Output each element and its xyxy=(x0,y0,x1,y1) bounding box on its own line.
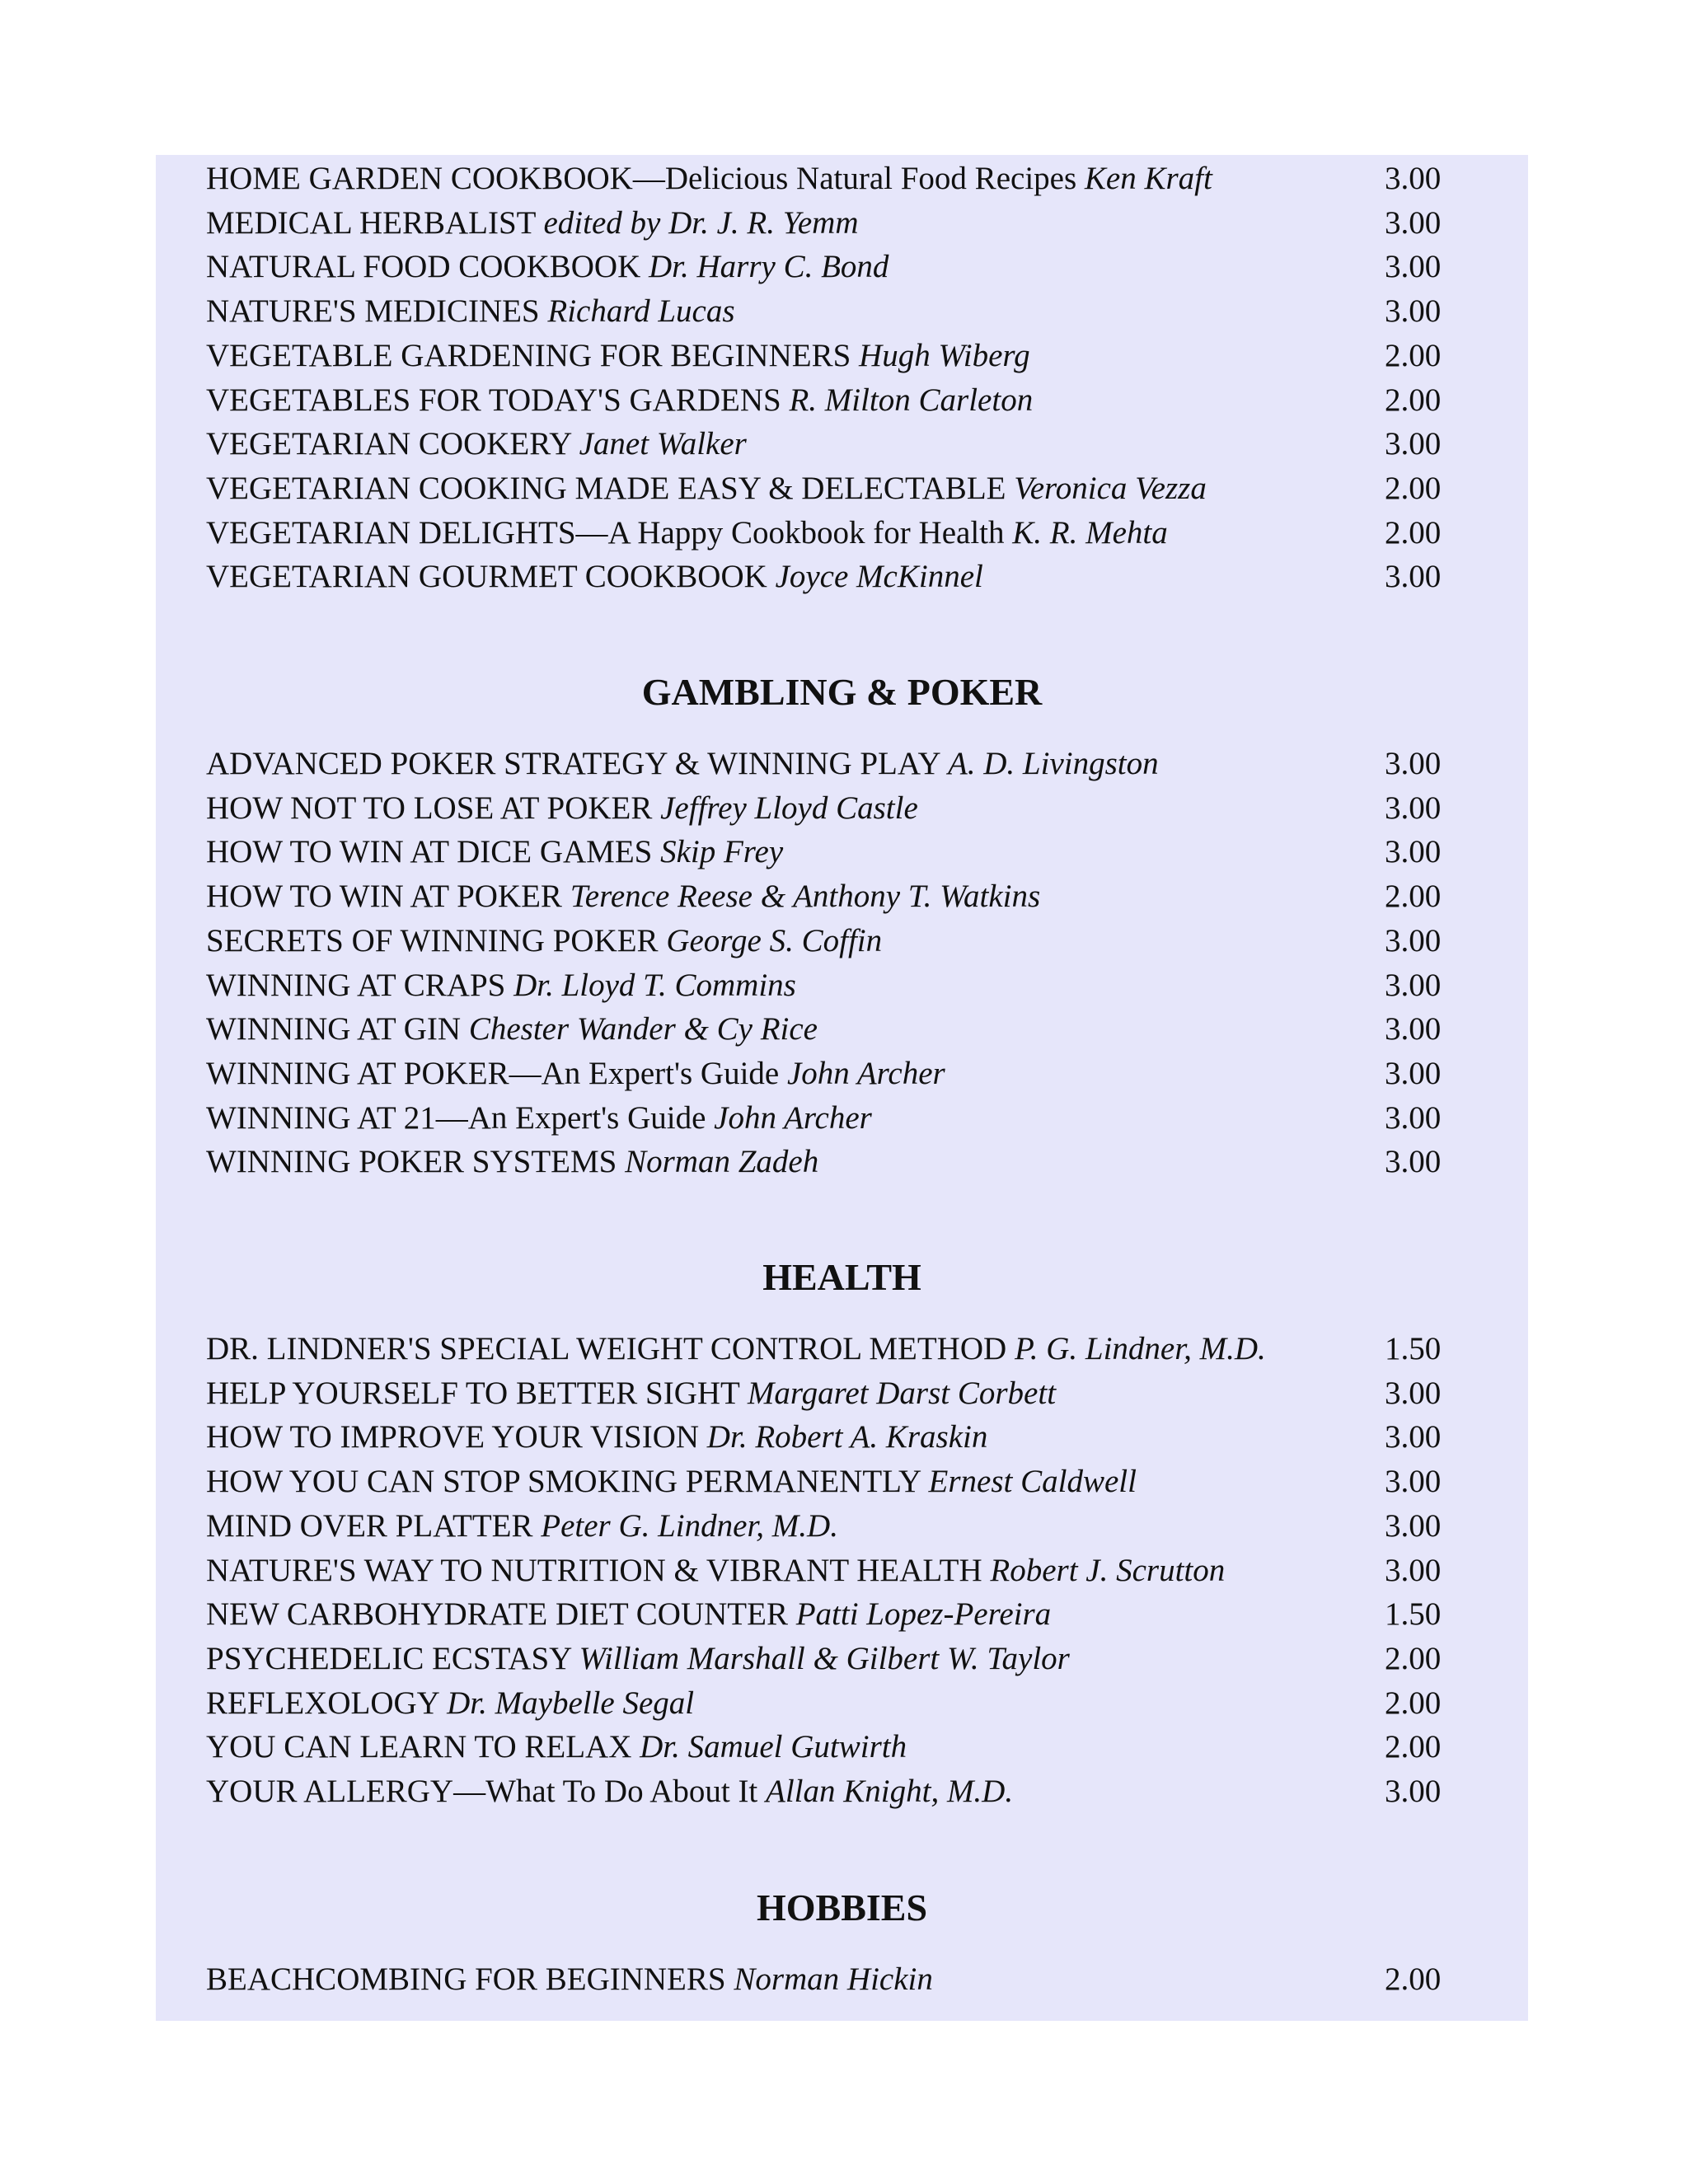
book-title: WINNING AT GIN xyxy=(206,1011,462,1047)
book-author: Dr. Harry C. Bond xyxy=(649,249,889,284)
book-entry xyxy=(206,555,1459,599)
book-price: 1.50 xyxy=(1385,1596,1442,1632)
book-author: Norman Hickin xyxy=(734,1961,933,1997)
book-entry xyxy=(206,963,1459,1008)
book-author: A. D. Livingston xyxy=(947,746,1159,781)
book-price: 2.00 xyxy=(1385,1961,1442,1997)
book-title: DR. LINDNER'S SPECIAL WEIGHT CONTROL METHOD xyxy=(206,1331,1007,1366)
book-price: 3.00 xyxy=(1385,249,1442,284)
book-author: Norman Zadeh xyxy=(625,1144,819,1179)
book-title: MIND OVER PLATTER xyxy=(206,1508,533,1544)
book-author: George S. Coffin xyxy=(666,923,883,958)
book-entry xyxy=(206,1052,1459,1096)
book-price: 2.00 xyxy=(1385,1685,1442,1721)
book-author: Janet Walker xyxy=(579,426,747,462)
book-title: HOW YOU CAN STOP SMOKING PERMANENTLY xyxy=(206,1464,921,1499)
book-entry xyxy=(206,874,1459,919)
book-author: Hugh Wiberg xyxy=(859,338,1030,373)
book-price: 3.00 xyxy=(1385,968,1442,1003)
book-entry xyxy=(206,1327,1459,1371)
book-entry xyxy=(206,466,1459,511)
book-title: HOW TO WIN AT DICE GAMES xyxy=(206,834,653,869)
book-price: 3.00 xyxy=(1385,559,1442,594)
book-title: VEGETARIAN GOURMET COOKBOOK xyxy=(206,559,767,594)
book-entry xyxy=(206,1637,1459,1681)
book-title: VEGETARIAN COOKING MADE EASY & DELECTABLE xyxy=(206,471,1006,506)
book-title: WINNING AT POKER—An Expert's Guide xyxy=(206,1056,780,1091)
book-entry xyxy=(206,1725,1459,1769)
book-author: Ernest Caldwell xyxy=(928,1464,1137,1499)
section-heading: HEALTH xyxy=(762,1256,921,1298)
book-title: VEGETARIAN COOKERY xyxy=(206,426,571,462)
book-entry xyxy=(206,334,1459,378)
book-entry xyxy=(206,157,1459,201)
book-author: Peter G. Lindner, M.D. xyxy=(541,1508,838,1544)
book-price: 3.00 xyxy=(1385,293,1442,329)
section-heading: HOBBIES xyxy=(756,1886,928,1929)
book-title: WINNING POKER SYSTEMS xyxy=(206,1144,617,1179)
book-title: YOUR ALLERGY—What To Do About It xyxy=(206,1774,758,1809)
book-entry xyxy=(206,742,1459,786)
book-price: 3.00 xyxy=(1385,834,1442,869)
book-price: 3.00 xyxy=(1385,1553,1442,1588)
book-author: Chester Wander & Cy Rice xyxy=(468,1011,818,1047)
book-author: P. G. Lindner, M.D. xyxy=(1014,1331,1266,1366)
book-price: 3.00 xyxy=(1385,1464,1442,1499)
book-author: Richard Lucas xyxy=(547,293,735,329)
book-author: Patti Lopez-Pereira xyxy=(795,1596,1052,1632)
book-entry xyxy=(206,422,1459,466)
book-entry xyxy=(206,378,1459,423)
book-author: Skip Frey xyxy=(660,834,784,869)
book-entry xyxy=(206,1140,1459,1184)
book-title: VEGETARIAN DELIGHTS—A Happy Cookbook for Health xyxy=(206,515,1005,551)
book-author: Jeffrey Lloyd Castle xyxy=(660,790,918,826)
book-author: Robert J. Scrutton xyxy=(990,1553,1226,1588)
book-entry xyxy=(206,1681,1459,1726)
book-entry xyxy=(206,1371,1459,1416)
book-title: VEGETABLES FOR TODAY'S GARDENS xyxy=(206,382,781,418)
book-price: 1.50 xyxy=(1385,1331,1442,1366)
book-title: YOU CAN LEARN TO RELAX xyxy=(206,1729,632,1765)
book-price: 2.00 xyxy=(1385,879,1442,914)
book-entry xyxy=(206,1549,1459,1593)
book-author: Ken Kraft xyxy=(1084,161,1212,196)
book-entry xyxy=(206,1096,1459,1141)
book-entry xyxy=(206,1504,1459,1549)
book-price: 3.00 xyxy=(1385,1774,1442,1809)
book-price: 2.00 xyxy=(1385,1641,1442,1676)
book-title: WINNING AT 21—An Expert's Guide xyxy=(206,1100,706,1136)
book-entry xyxy=(206,511,1459,555)
book-price: 2.00 xyxy=(1385,471,1442,506)
book-entry xyxy=(206,1415,1459,1460)
book-author: John Archer xyxy=(714,1100,872,1136)
book-title: NEW CARBOHYDRATE DIET COUNTER xyxy=(206,1596,788,1632)
book-title: HOW TO IMPROVE YOUR VISION xyxy=(206,1419,700,1455)
book-author: William Marshall & Gilbert W. Taylor xyxy=(579,1641,1070,1676)
book-title: MEDICAL HERBALIST xyxy=(206,205,536,241)
book-author: K. R. Mehta xyxy=(1012,515,1168,551)
book-entry xyxy=(206,830,1459,874)
book-author: Allan Knight, M.D. xyxy=(766,1774,1014,1809)
book-title: PSYCHEDELIC ECSTASY xyxy=(206,1641,571,1676)
book-entry xyxy=(206,1592,1459,1637)
book-title: SECRETS OF WINNING POKER xyxy=(206,923,659,958)
book-entry xyxy=(206,786,1459,831)
book-author: Joyce McKinnel xyxy=(775,559,983,594)
book-title: HELP YOURSELF TO BETTER SIGHT xyxy=(206,1376,740,1411)
book-title: HOW TO WIN AT POKER xyxy=(206,879,562,914)
book-price: 3.00 xyxy=(1385,426,1442,462)
book-author: Dr. Samuel Gutwirth xyxy=(640,1729,907,1765)
book-entry xyxy=(206,1957,1459,2002)
book-price: 3.00 xyxy=(1385,746,1442,781)
book-price: 3.00 xyxy=(1385,1376,1442,1411)
book-author: Margaret Darst Corbett xyxy=(747,1376,1057,1411)
book-entry xyxy=(206,201,1459,246)
book-price: 3.00 xyxy=(1385,1144,1442,1179)
book-author: edited by Dr. J. R. Yemm xyxy=(543,205,859,241)
book-entry xyxy=(206,1007,1459,1052)
book-title: WINNING AT CRAPS xyxy=(206,968,506,1003)
book-title: REFLEXOLOGY xyxy=(206,1685,439,1721)
book-title: HOME GARDEN COOKBOOK—Delicious Natural Food Recipes xyxy=(206,161,1077,196)
book-entry xyxy=(206,245,1459,289)
book-title: NATURE'S WAY TO NUTRITION & VIBRANT HEALTH xyxy=(206,1553,982,1588)
book-price: 3.00 xyxy=(1385,1419,1442,1455)
book-author: Dr. Maybelle Segal xyxy=(447,1685,695,1721)
book-price: 2.00 xyxy=(1385,338,1442,373)
book-title: NATURE'S MEDICINES xyxy=(206,293,540,329)
book-price: 3.00 xyxy=(1385,1100,1442,1136)
book-title: VEGETABLE GARDENING FOR BEGINNERS xyxy=(206,338,851,373)
book-price: 3.00 xyxy=(1385,790,1442,826)
book-price: 3.00 xyxy=(1385,923,1442,958)
book-author: Dr. Robert A. Kraskin xyxy=(706,1419,988,1455)
book-title: BEACHCOMBING FOR BEGINNERS xyxy=(206,1961,726,1997)
book-price: 3.00 xyxy=(1385,205,1442,241)
book-price: 3.00 xyxy=(1385,1011,1442,1047)
book-price: 2.00 xyxy=(1385,1729,1442,1765)
book-title: ADVANCED POKER STRATEGY & WINNING PLAY xyxy=(206,746,940,781)
book-price: 3.00 xyxy=(1385,1056,1442,1091)
book-price: 3.00 xyxy=(1385,1508,1442,1544)
book-author: John Archer xyxy=(787,1056,945,1091)
book-entry xyxy=(206,1769,1459,1814)
book-price: 3.00 xyxy=(1385,161,1442,196)
book-price: 2.00 xyxy=(1385,515,1442,551)
book-entry xyxy=(206,919,1459,963)
book-price: 2.00 xyxy=(1385,382,1442,418)
section-heading: GAMBLING & POKER xyxy=(641,671,1043,713)
book-author: Terence Reese & Anthony T. Watkins xyxy=(570,879,1041,914)
book-entry xyxy=(206,1460,1459,1504)
book-author: R. Milton Carleton xyxy=(789,382,1034,418)
book-title: HOW NOT TO LOSE AT POKER xyxy=(206,790,653,826)
book-title: NATURAL FOOD COOKBOOK xyxy=(206,249,641,284)
book-author: Dr. Lloyd T. Commins xyxy=(513,968,796,1003)
book-author: Veronica Vezza xyxy=(1014,471,1207,506)
book-entry xyxy=(206,289,1459,334)
